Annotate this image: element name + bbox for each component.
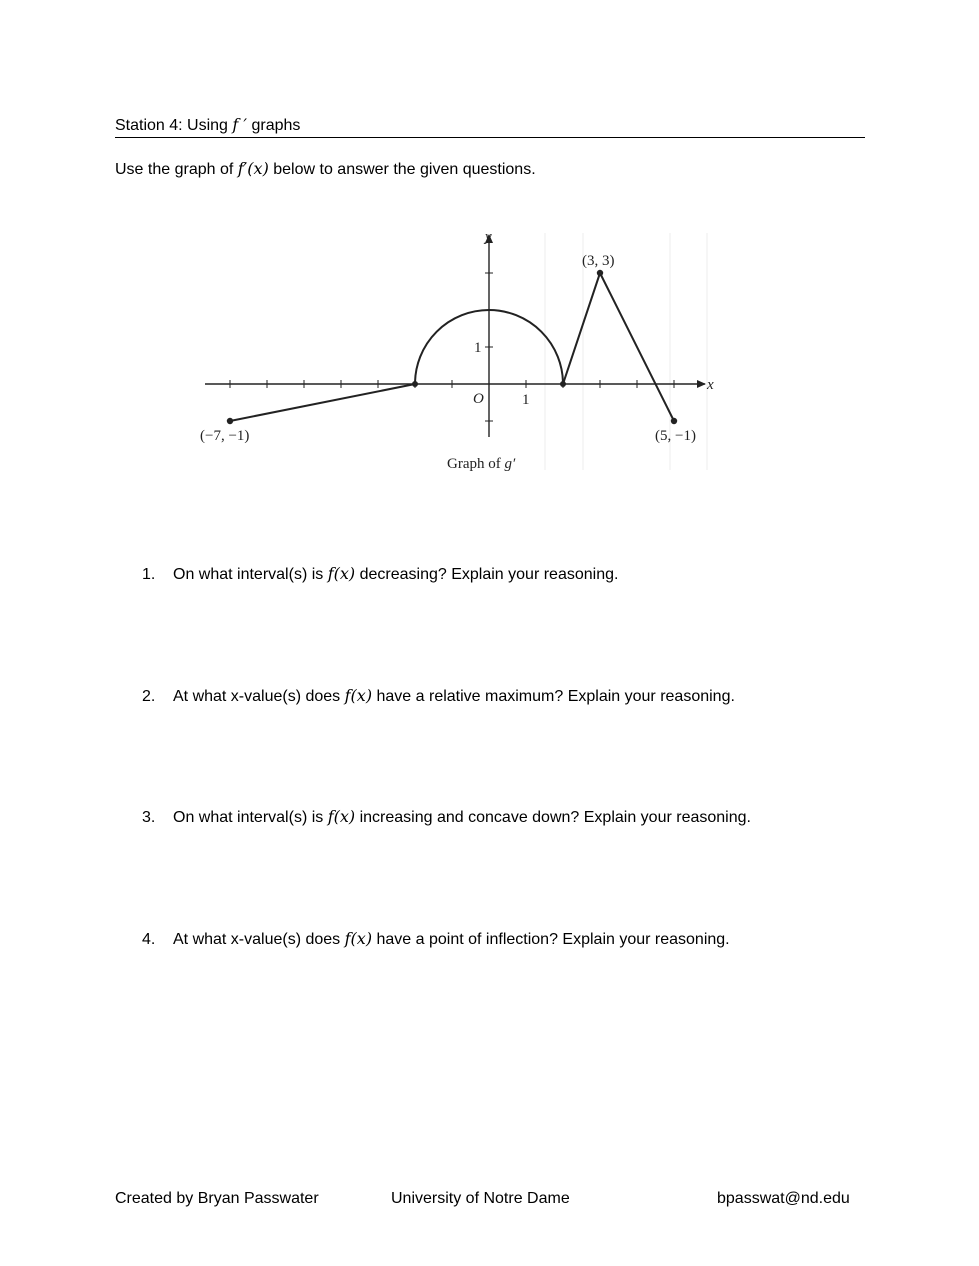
question-text: At what x-value(s) does — [173, 931, 345, 948]
point-label-peak: (3, 3) — [582, 253, 615, 269]
derivative-graph — [195, 225, 715, 480]
question-number: 4. — [142, 931, 156, 948]
point-peak — [597, 270, 603, 276]
falling-segment — [600, 273, 674, 421]
point-semicircle-left — [412, 381, 418, 387]
header-math: f ′ — [232, 115, 248, 134]
point-semicircle-right — [560, 381, 566, 387]
point-label-left: (−7, −1) — [200, 428, 250, 444]
intro-math: f′(x) — [237, 159, 269, 178]
question-math: f(x) — [327, 807, 356, 826]
page-header — [115, 114, 865, 138]
question-1 — [142, 563, 618, 586]
footer-email: bpasswat@nd.edu — [717, 1190, 850, 1207]
question-text: On what interval(s) is — [173, 566, 328, 583]
rising-segment — [563, 273, 600, 384]
question-text-suffix: decreasing? Explain your reasoning. — [355, 566, 619, 583]
question-number: 1. — [142, 566, 156, 583]
y-axis-label: y — [485, 229, 492, 245]
point-right-end — [671, 418, 677, 424]
question-math: f(x) — [344, 929, 373, 948]
linear-segment-left — [230, 384, 415, 421]
y-tick-label: 1 — [474, 340, 482, 356]
question-math: f(x) — [327, 564, 356, 583]
question-text-suffix: increasing and concave down? Explain your reasoning. — [355, 809, 751, 826]
question-number: 2. — [142, 688, 156, 705]
x-tick-label: 1 — [522, 392, 530, 408]
point-left-end — [227, 418, 233, 424]
question-text: At what x-value(s) does — [173, 688, 345, 705]
instructions — [115, 158, 536, 181]
question-4 — [142, 928, 730, 951]
question-math: f(x) — [344, 686, 373, 705]
graph-svg — [195, 225, 715, 480]
question-2 — [142, 685, 735, 708]
footer-author: Created by Bryan Passwater — [115, 1190, 319, 1207]
footer-school: University of Notre Dame — [391, 1190, 570, 1207]
origin-label: O — [473, 391, 484, 407]
question-text: On what interval(s) is — [173, 809, 328, 826]
question-text-suffix: have a point of inflection? Explain your reasoning. — [372, 931, 730, 948]
question-number: 3. — [142, 809, 156, 826]
graph-caption: Graph of g′ — [447, 456, 516, 472]
header-prefix: Station 4: Using — [115, 117, 233, 134]
intro-prefix: Use the graph of — [115, 161, 238, 178]
question-3 — [142, 806, 751, 829]
x-axis-label: x — [707, 377, 714, 393]
header-suffix: graphs — [247, 117, 301, 134]
intro-suffix: below to answer the given questions. — [268, 161, 536, 178]
question-text-suffix: have a relative maximum? Explain your reasoning. — [372, 688, 735, 705]
point-label-right: (5, −1) — [655, 428, 696, 444]
